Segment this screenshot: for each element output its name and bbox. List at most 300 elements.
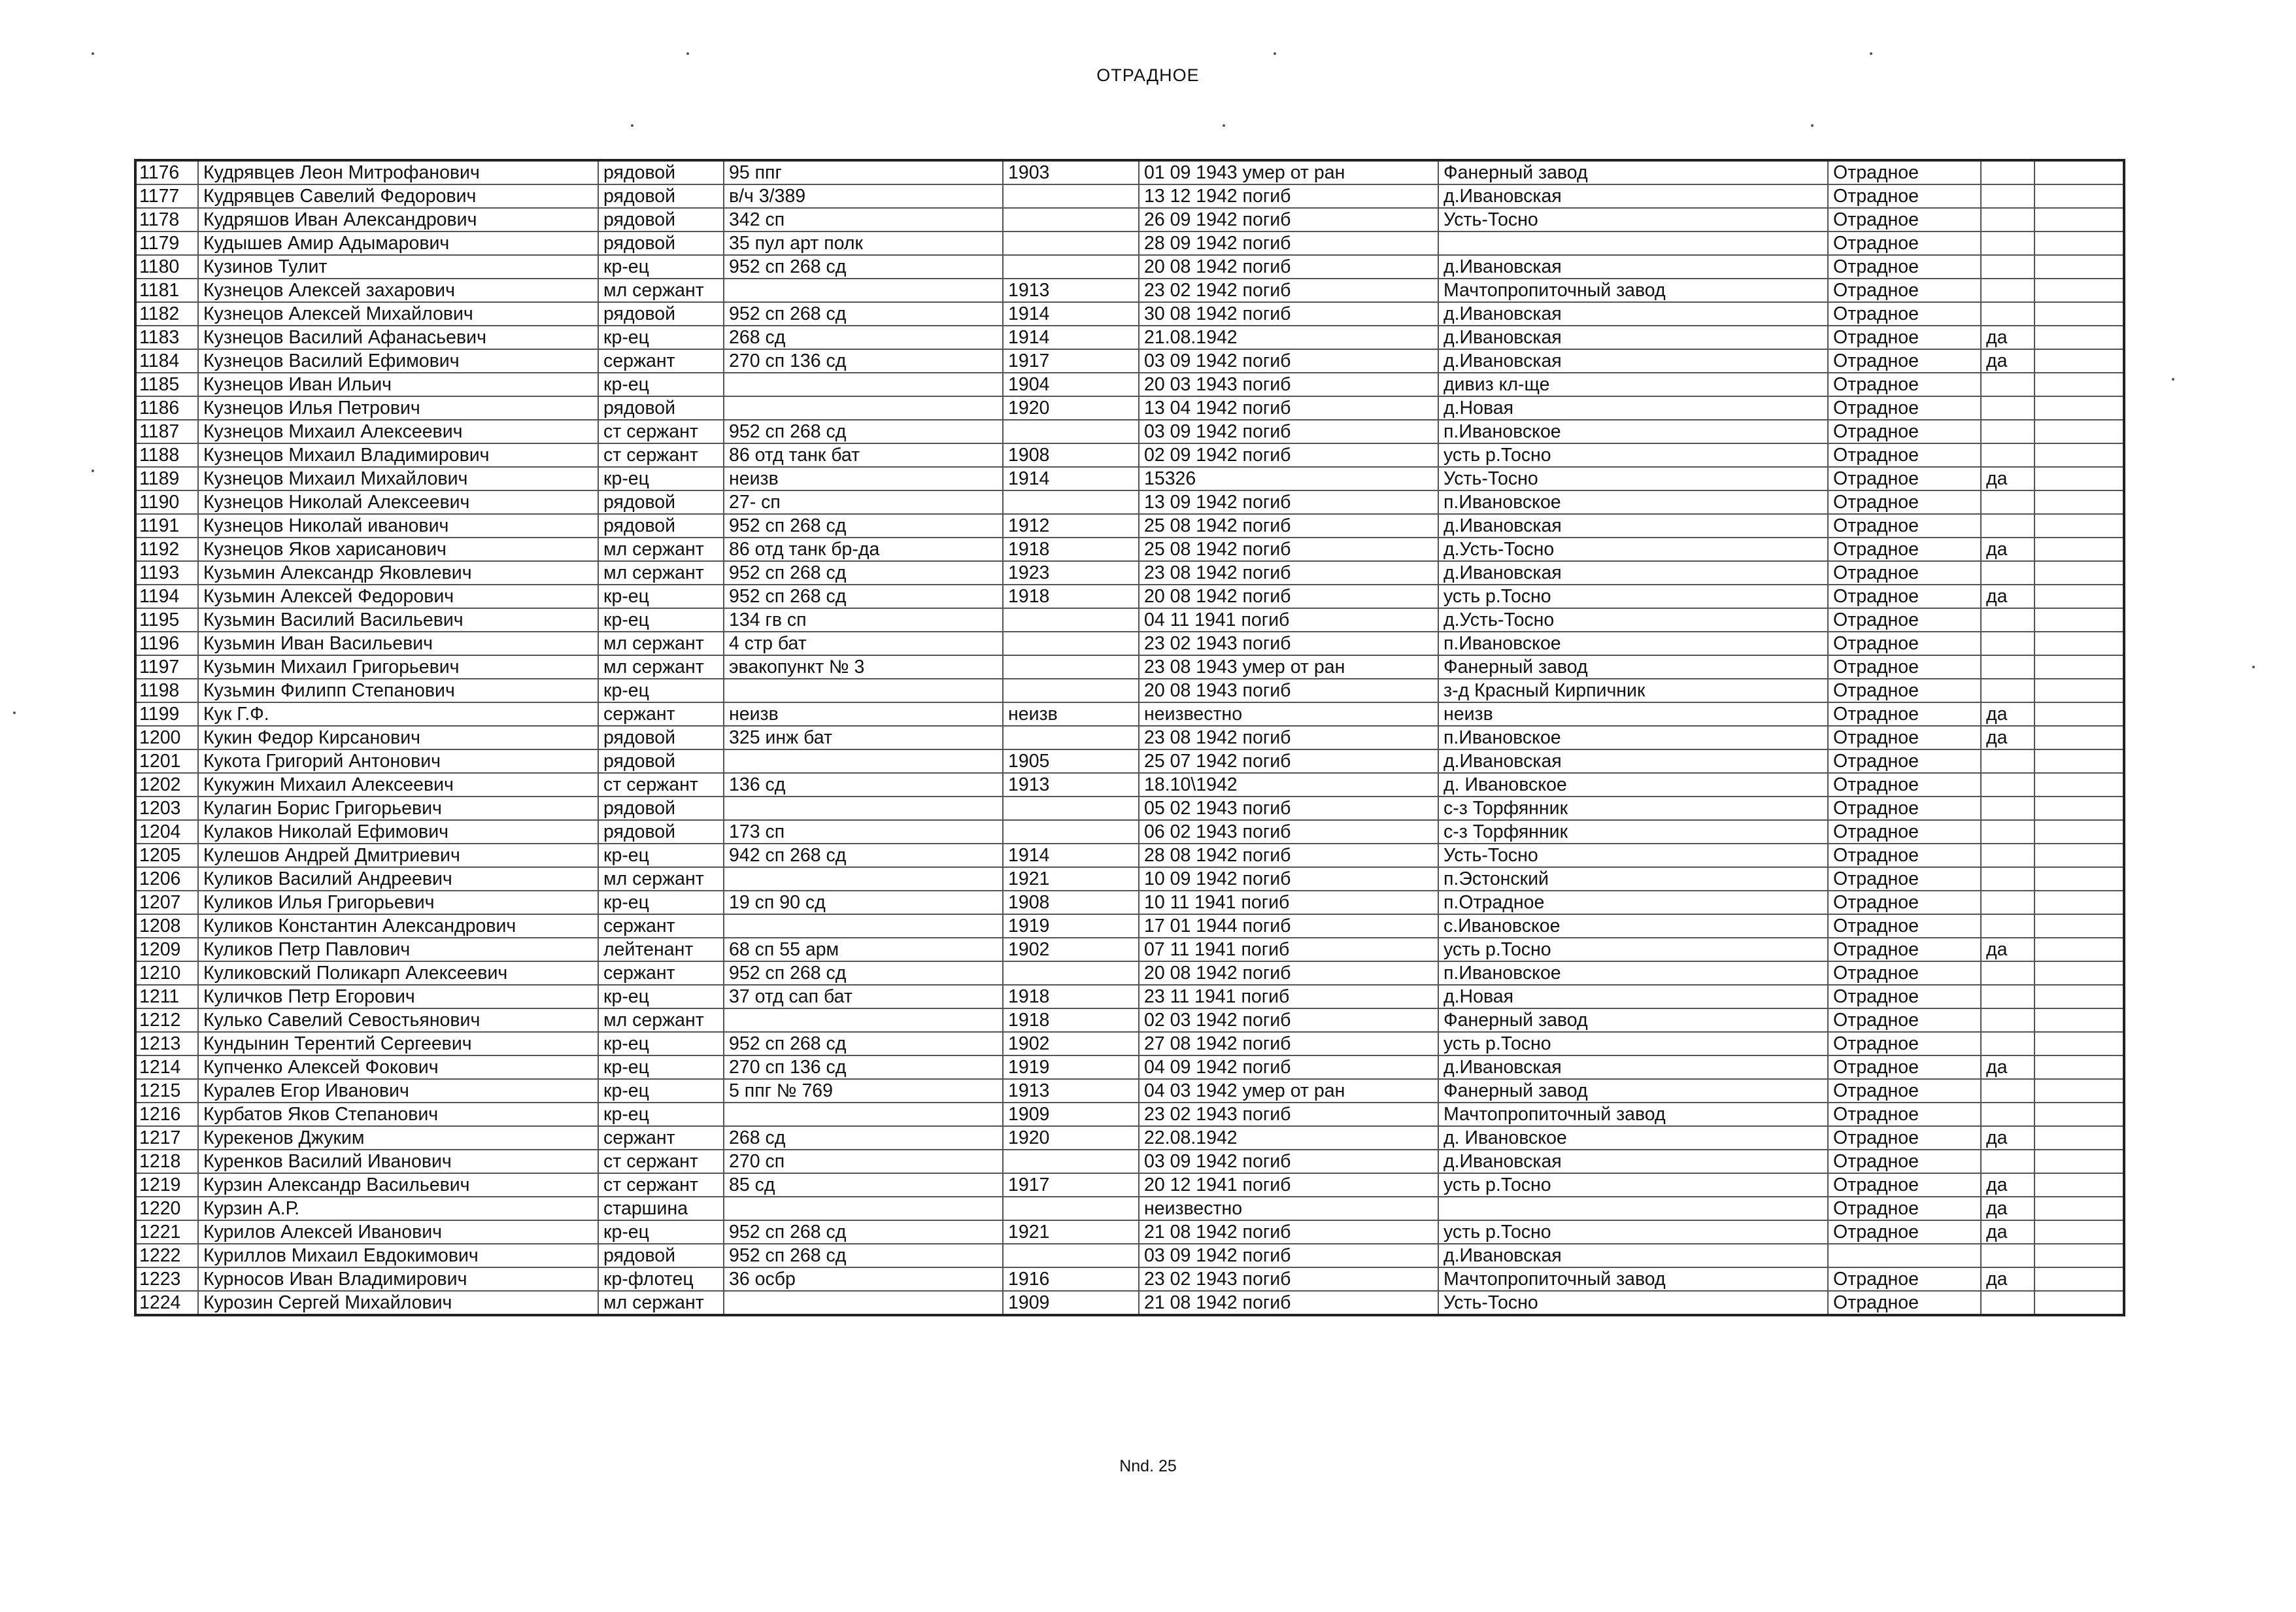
burial-place-cell: усть р.Тосно: [1438, 585, 1828, 608]
military-unit-cell: 342 сп: [724, 208, 1003, 232]
settlement-cell: Отрадное: [1828, 279, 1981, 302]
settlement-cell: Отрадное: [1828, 773, 1981, 797]
table-row: [135, 396, 2124, 420]
birth-year-cell: 1917: [1003, 1173, 1139, 1197]
death-date-status-cell: 23 02 1943 погиб: [1139, 1103, 1438, 1126]
birth-year-cell: 1919: [1003, 1055, 1139, 1079]
death-date-status-cell: 25 07 1942 погиб: [1139, 749, 1438, 773]
settlement-cell: Отрадное: [1828, 1055, 1981, 1079]
birth-year-cell: 1923: [1003, 561, 1139, 585]
rank-cell: ст сержант: [598, 1150, 724, 1173]
death-date-status-cell: 23 08 1942 погиб: [1139, 726, 1438, 749]
burial-place-cell: [1438, 1197, 1828, 1220]
rank-cell: мл сержант: [598, 632, 724, 655]
birth-year-cell: [1003, 1244, 1139, 1267]
burial-place-cell: усть р.Тосно: [1438, 938, 1828, 961]
rank-cell: кр-флотец: [598, 1267, 724, 1291]
scan-speck: [92, 470, 94, 472]
full-name-cell: Кулько Савелий Севостьянович: [198, 1008, 598, 1032]
page-footer: Nnd. 25: [1119, 1457, 1177, 1475]
full-name-cell: Курозин Сергей Михайлович: [198, 1291, 598, 1315]
full-name-cell: Куликов Константин Александрович: [198, 914, 598, 938]
empty-cell-cell: [2034, 844, 2124, 867]
empty-cell-cell: [2034, 749, 2124, 773]
table-row: [135, 232, 2124, 255]
death-date-status-cell: 20 12 1941 погиб: [1139, 1173, 1438, 1197]
empty-cell-cell: [2034, 1032, 2124, 1055]
burial-place-cell: п.Ивановское: [1438, 726, 1828, 749]
death-date-status-cell: 23 11 1941 погиб: [1139, 985, 1438, 1008]
scan-speck: [92, 52, 94, 55]
table-row: [135, 1079, 2124, 1103]
casualty-register-table: [134, 159, 2125, 1316]
settlement-cell: Отрадное: [1828, 679, 1981, 702]
flag-cell-cell: [1981, 490, 2034, 514]
table-row: [135, 561, 2124, 585]
rank-cell: кр-ец: [598, 467, 724, 490]
military-unit-cell: 270 сп 136 сд: [724, 349, 1003, 373]
flag-cell-cell: [1981, 1150, 2034, 1173]
empty-cell-cell: [2034, 632, 2124, 655]
empty-cell-cell: [2034, 820, 2124, 844]
flag-cell-cell: да: [1981, 1220, 2034, 1244]
record-number-cell: 1221: [135, 1220, 198, 1244]
empty-cell-cell: [2034, 1197, 2124, 1220]
table-row: [135, 938, 2124, 961]
full-name-cell: Кудрявцев Леон Митрофанович: [198, 160, 598, 184]
full-name-cell: Кузьмин Алексей Федорович: [198, 585, 598, 608]
rank-cell: кр-ец: [598, 985, 724, 1008]
burial-place-cell: усть р.Тосно: [1438, 1173, 1828, 1197]
table-row: [135, 490, 2124, 514]
table-row: [135, 208, 2124, 232]
birth-year-cell: 1912: [1003, 514, 1139, 538]
military-unit-cell: 27- сп: [724, 490, 1003, 514]
rank-cell: рядовой: [598, 726, 724, 749]
birth-year-cell: 1908: [1003, 443, 1139, 467]
record-number-cell: 1178: [135, 208, 198, 232]
settlement-cell: Отрадное: [1828, 914, 1981, 938]
empty-cell-cell: [2034, 867, 2124, 891]
full-name-cell: Кудрявцев Савелий Федорович: [198, 184, 598, 208]
flag-cell-cell: [1981, 985, 2034, 1008]
rank-cell: лейтенант: [598, 938, 724, 961]
flag-cell-cell: [1981, 184, 2034, 208]
burial-place-cell: с-з Торфянник: [1438, 820, 1828, 844]
death-date-status-cell: 23 08 1942 погиб: [1139, 561, 1438, 585]
settlement-cell: Отрадное: [1828, 396, 1981, 420]
birth-year-cell: [1003, 726, 1139, 749]
table-row: [135, 914, 2124, 938]
record-number-cell: 1196: [135, 632, 198, 655]
full-name-cell: Кулешов Андрей Дмитриевич: [198, 844, 598, 867]
settlement-cell: Отрадное: [1828, 490, 1981, 514]
settlement-cell: Отрадное: [1828, 1103, 1981, 1126]
birth-year-cell: [1003, 184, 1139, 208]
burial-place-cell: Фанерный завод: [1438, 655, 1828, 679]
burial-place-cell: д.Новая: [1438, 396, 1828, 420]
record-number-cell: 1181: [135, 279, 198, 302]
death-date-status-cell: 25 08 1942 погиб: [1139, 514, 1438, 538]
settlement-cell: Отрадное: [1828, 514, 1981, 538]
burial-place-cell: дивиз кл-ще: [1438, 373, 1828, 396]
burial-place-cell: п.Ивановское: [1438, 961, 1828, 985]
table-row: [135, 1055, 2124, 1079]
rank-cell: сержант: [598, 961, 724, 985]
birth-year-cell: [1003, 420, 1139, 443]
rank-cell: ст сержант: [598, 443, 724, 467]
burial-place-cell: п.Ивановское: [1438, 632, 1828, 655]
full-name-cell: Кузнецов Михаил Владимирович: [198, 443, 598, 467]
full-name-cell: Кукота Григорий Антонович: [198, 749, 598, 773]
birth-year-cell: 1918: [1003, 1008, 1139, 1032]
empty-cell-cell: [2034, 797, 2124, 820]
rank-cell: мл сержант: [598, 561, 724, 585]
settlement-cell: Отрадное: [1828, 1008, 1981, 1032]
record-number-cell: 1192: [135, 538, 198, 561]
table-row: [135, 1291, 2124, 1315]
military-unit-cell: 952 сп 268 сд: [724, 514, 1003, 538]
death-date-status-cell: 15326: [1139, 467, 1438, 490]
table-row: [135, 279, 2124, 302]
death-date-status-cell: неизвестно: [1139, 702, 1438, 726]
table-row: [135, 655, 2124, 679]
scan-speck: [1811, 124, 1814, 127]
death-date-status-cell: 10 11 1941 погиб: [1139, 891, 1438, 914]
settlement-cell: Отрадное: [1828, 1032, 1981, 1055]
table-row: [135, 797, 2124, 820]
scan-speck: [686, 52, 689, 55]
military-unit-cell: 952 сп 268 сд: [724, 420, 1003, 443]
empty-cell-cell: [2034, 1173, 2124, 1197]
scan-speck: [1870, 52, 1872, 55]
flag-cell-cell: [1981, 420, 2034, 443]
burial-place-cell: п.Ивановское: [1438, 420, 1828, 443]
birth-year-cell: 1918: [1003, 585, 1139, 608]
birth-year-cell: 1904: [1003, 373, 1139, 396]
burial-place-cell: д. Ивановское: [1438, 773, 1828, 797]
full-name-cell: Куликов Василий Андреевич: [198, 867, 598, 891]
birth-year-cell: 1914: [1003, 844, 1139, 867]
flag-cell-cell: [1981, 797, 2034, 820]
table-row: [135, 608, 2124, 632]
settlement-cell: Отрадное: [1828, 326, 1981, 349]
death-date-status-cell: 20 08 1942 погиб: [1139, 585, 1438, 608]
rank-cell: ст сержант: [598, 420, 724, 443]
record-number-cell: 1224: [135, 1291, 198, 1315]
record-number-cell: 1193: [135, 561, 198, 585]
military-unit-cell: 68 сп 55 арм: [724, 938, 1003, 961]
table-row: [135, 349, 2124, 373]
burial-place-cell: усть р.Тосно: [1438, 1032, 1828, 1055]
empty-cell-cell: [2034, 1008, 2124, 1032]
flag-cell-cell: [1981, 1079, 2034, 1103]
empty-cell-cell: [2034, 1244, 2124, 1267]
page-title: ОТРАДНОЕ: [1096, 65, 1200, 85]
settlement-cell: Отрадное: [1828, 797, 1981, 820]
full-name-cell: Кузинов Тулит: [198, 255, 598, 279]
table-row: [135, 679, 2124, 702]
birth-year-cell: 1914: [1003, 302, 1139, 326]
full-name-cell: Кузнецов Михаил Михайлович: [198, 467, 598, 490]
record-number-cell: 1218: [135, 1150, 198, 1173]
empty-cell-cell: [2034, 302, 2124, 326]
rank-cell: кр-ец: [598, 679, 724, 702]
death-date-status-cell: 26 09 1942 погиб: [1139, 208, 1438, 232]
birth-year-cell: [1003, 490, 1139, 514]
flag-cell-cell: да: [1981, 585, 2034, 608]
full-name-cell: Кузнецов Михаил Алексеевич: [198, 420, 598, 443]
burial-place-cell: Усть-Тосно: [1438, 467, 1828, 490]
birth-year-cell: 1909: [1003, 1291, 1139, 1315]
register-body: [135, 160, 2124, 1315]
full-name-cell: Кузьмин Александр Яковлевич: [198, 561, 598, 585]
rank-cell: рядовой: [598, 749, 724, 773]
military-unit-cell: 86 отд танк бр-да: [724, 538, 1003, 561]
rank-cell: кр-ец: [598, 1079, 724, 1103]
military-unit-cell: 173 сп: [724, 820, 1003, 844]
empty-cell-cell: [2034, 420, 2124, 443]
rank-cell: мл сержант: [598, 1008, 724, 1032]
record-number-cell: 1214: [135, 1055, 198, 1079]
record-number-cell: 1220: [135, 1197, 198, 1220]
birth-year-cell: [1003, 1197, 1139, 1220]
military-unit-cell: [724, 867, 1003, 891]
settlement-cell: Отрадное: [1828, 820, 1981, 844]
record-number-cell: 1202: [135, 773, 198, 797]
burial-place-cell: п.Эстонский: [1438, 867, 1828, 891]
death-date-status-cell: 01 09 1943 умер от ран: [1139, 160, 1438, 184]
record-number-cell: 1183: [135, 326, 198, 349]
full-name-cell: Курзин А.Р.: [198, 1197, 598, 1220]
empty-cell-cell: [2034, 608, 2124, 632]
record-number-cell: 1191: [135, 514, 198, 538]
settlement-cell: Отрадное: [1828, 726, 1981, 749]
burial-place-cell: д.Ивановская: [1438, 1244, 1828, 1267]
burial-place-cell: Фанерный завод: [1438, 1008, 1828, 1032]
full-name-cell: Кузьмин Иван Васильевич: [198, 632, 598, 655]
settlement-cell: Отрадное: [1828, 608, 1981, 632]
table-row: [135, 1244, 2124, 1267]
empty-cell-cell: [2034, 985, 2124, 1008]
table-row: [135, 961, 2124, 985]
burial-place-cell: Мачтопропиточный завод: [1438, 1267, 1828, 1291]
table-row: [135, 373, 2124, 396]
full-name-cell: Курзин Александр Васильевич: [198, 1173, 598, 1197]
burial-place-cell: Мачтопропиточный завод: [1438, 1103, 1828, 1126]
death-date-status-cell: 27 08 1942 погиб: [1139, 1032, 1438, 1055]
rank-cell: рядовой: [598, 1244, 724, 1267]
empty-cell-cell: [2034, 679, 2124, 702]
table-row: [135, 514, 2124, 538]
table-row: [135, 726, 2124, 749]
death-date-status-cell: 04 03 1942 умер от ран: [1139, 1079, 1438, 1103]
military-unit-cell: [724, 396, 1003, 420]
burial-place-cell: д.Ивановская: [1438, 561, 1828, 585]
flag-cell-cell: да: [1981, 1267, 2034, 1291]
military-unit-cell: [724, 1008, 1003, 1032]
death-date-status-cell: неизвестно: [1139, 1197, 1438, 1220]
empty-cell-cell: [2034, 1150, 2124, 1173]
empty-cell-cell: [2034, 773, 2124, 797]
military-unit-cell: 952 сп 268 сд: [724, 302, 1003, 326]
full-name-cell: Куликов Петр Павлович: [198, 938, 598, 961]
birth-year-cell: 1920: [1003, 1126, 1139, 1150]
settlement-cell: Отрадное: [1828, 1126, 1981, 1150]
flag-cell-cell: [1981, 891, 2034, 914]
table-row: [135, 302, 2124, 326]
empty-cell-cell: [2034, 1079, 2124, 1103]
death-date-status-cell: 30 08 1942 погиб: [1139, 302, 1438, 326]
empty-cell-cell: [2034, 961, 2124, 985]
full-name-cell: Курносов Иван Владимирович: [198, 1267, 598, 1291]
rank-cell: рядовой: [598, 514, 724, 538]
birth-year-cell: [1003, 208, 1139, 232]
rank-cell: рядовой: [598, 302, 724, 326]
full-name-cell: Купченко Алексей Фокович: [198, 1055, 598, 1079]
rank-cell: кр-ец: [598, 373, 724, 396]
death-date-status-cell: 03 09 1942 погиб: [1139, 420, 1438, 443]
record-number-cell: 1223: [135, 1267, 198, 1291]
rank-cell: кр-ец: [598, 1103, 724, 1126]
empty-cell-cell: [2034, 232, 2124, 255]
flag-cell-cell: да: [1981, 1173, 2034, 1197]
military-unit-cell: 268 сд: [724, 1126, 1003, 1150]
birth-year-cell: [1003, 797, 1139, 820]
flag-cell-cell: [1981, 608, 2034, 632]
scan-speck: [2172, 378, 2174, 381]
full-name-cell: Кулагин Борис Григорьевич: [198, 797, 598, 820]
military-unit-cell: 35 пул арт полк: [724, 232, 1003, 255]
settlement-cell: Отрадное: [1828, 349, 1981, 373]
burial-place-cell: д.Усть-Тосно: [1438, 538, 1828, 561]
settlement-cell: Отрадное: [1828, 891, 1981, 914]
table-row: [135, 538, 2124, 561]
settlement-cell: Отрадное: [1828, 749, 1981, 773]
military-unit-cell: [724, 797, 1003, 820]
record-number-cell: 1219: [135, 1173, 198, 1197]
military-unit-cell: 952 сп 268 сд: [724, 961, 1003, 985]
burial-place-cell: п.Отрадное: [1438, 891, 1828, 914]
record-number-cell: 1215: [135, 1079, 198, 1103]
table-row: [135, 702, 2124, 726]
death-date-status-cell: 20 08 1943 погиб: [1139, 679, 1438, 702]
rank-cell: сержант: [598, 349, 724, 373]
birth-year-cell: 1902: [1003, 938, 1139, 961]
military-unit-cell: 268 сд: [724, 326, 1003, 349]
flag-cell-cell: [1981, 773, 2034, 797]
flag-cell-cell: [1981, 820, 2034, 844]
settlement-cell: Отрадное: [1828, 561, 1981, 585]
record-number-cell: 1190: [135, 490, 198, 514]
record-number-cell: 1189: [135, 467, 198, 490]
full-name-cell: Куриллов Михаил Евдокимович: [198, 1244, 598, 1267]
flag-cell-cell: да: [1981, 1055, 2034, 1079]
record-number-cell: 1197: [135, 655, 198, 679]
table-row: [135, 773, 2124, 797]
death-date-status-cell: 20 08 1942 погиб: [1139, 961, 1438, 985]
settlement-cell: Отрадное: [1828, 985, 1981, 1008]
settlement-cell: Отрадное: [1828, 538, 1981, 561]
settlement-cell: Отрадное: [1828, 232, 1981, 255]
military-unit-cell: неизв: [724, 702, 1003, 726]
death-date-status-cell: 28 08 1942 погиб: [1139, 844, 1438, 867]
military-unit-cell: 952 сп 268 сд: [724, 585, 1003, 608]
rank-cell: рядовой: [598, 820, 724, 844]
record-number-cell: 1203: [135, 797, 198, 820]
birth-year-cell: [1003, 961, 1139, 985]
birth-year-cell: [1003, 255, 1139, 279]
table-row: [135, 1150, 2124, 1173]
military-unit-cell: 19 сп 90 сд: [724, 891, 1003, 914]
death-date-status-cell: 06 02 1943 погиб: [1139, 820, 1438, 844]
death-date-status-cell: 20 08 1942 погиб: [1139, 255, 1438, 279]
full-name-cell: Кулаков Николай Ефимович: [198, 820, 598, 844]
table-row: [135, 891, 2124, 914]
death-date-status-cell: 02 03 1942 погиб: [1139, 1008, 1438, 1032]
rank-cell: сержант: [598, 1126, 724, 1150]
settlement-cell: Отрадное: [1828, 373, 1981, 396]
empty-cell-cell: [2034, 467, 2124, 490]
settlement-cell: Отрадное: [1828, 1291, 1981, 1315]
table-row: [135, 749, 2124, 773]
burial-place-cell: д.Ивановская: [1438, 302, 1828, 326]
birth-year-cell: 1921: [1003, 1220, 1139, 1244]
burial-place-cell: Мачтопропиточный завод: [1438, 279, 1828, 302]
empty-cell-cell: [2034, 891, 2124, 914]
full-name-cell: Кузнецов Яков харисанович: [198, 538, 598, 561]
death-date-status-cell: 13 09 1942 погиб: [1139, 490, 1438, 514]
burial-place-cell: д.Ивановская: [1438, 349, 1828, 373]
flag-cell-cell: [1981, 160, 2034, 184]
rank-cell: кр-ец: [598, 585, 724, 608]
rank-cell: рядовой: [598, 160, 724, 184]
settlement-cell: Отрадное: [1828, 585, 1981, 608]
full-name-cell: Куралев Егор Иванович: [198, 1079, 598, 1103]
full-name-cell: Кузнецов Николай иванович: [198, 514, 598, 538]
table-row: [135, 467, 2124, 490]
record-number-cell: 1194: [135, 585, 198, 608]
scan-speck: [1274, 52, 1276, 55]
full-name-cell: Курбатов Яков Степанович: [198, 1103, 598, 1126]
rank-cell: ст сержант: [598, 1173, 724, 1197]
burial-place-cell: д.Ивановская: [1438, 749, 1828, 773]
full-name-cell: Кузнецов Василий Ефимович: [198, 349, 598, 373]
full-name-cell: Кукин Федор Кирсанович: [198, 726, 598, 749]
table-row: [135, 1220, 2124, 1244]
settlement-cell: Отрадное: [1828, 1267, 1981, 1291]
flag-cell-cell: [1981, 373, 2034, 396]
table-row: [135, 985, 2124, 1008]
burial-place-cell: д.Ивановская: [1438, 514, 1828, 538]
full-name-cell: Кузнецов Алексей захарович: [198, 279, 598, 302]
death-date-status-cell: 13 04 1942 погиб: [1139, 396, 1438, 420]
full-name-cell: Кузнецов Иван Ильич: [198, 373, 598, 396]
settlement-cell: Отрадное: [1828, 302, 1981, 326]
burial-place-cell: д.Ивановская: [1438, 255, 1828, 279]
record-number-cell: 1206: [135, 867, 198, 891]
death-date-status-cell: 28 09 1942 погиб: [1139, 232, 1438, 255]
rank-cell: рядовой: [598, 232, 724, 255]
empty-cell-cell: [2034, 1291, 2124, 1315]
rank-cell: кр-ец: [598, 891, 724, 914]
empty-cell-cell: [2034, 561, 2124, 585]
military-unit-cell: неизв: [724, 467, 1003, 490]
record-number-cell: 1176: [135, 160, 198, 184]
settlement-cell: Отрадное: [1828, 632, 1981, 655]
death-date-status-cell: 03 09 1942 погиб: [1139, 1244, 1438, 1267]
table-row: [135, 326, 2124, 349]
